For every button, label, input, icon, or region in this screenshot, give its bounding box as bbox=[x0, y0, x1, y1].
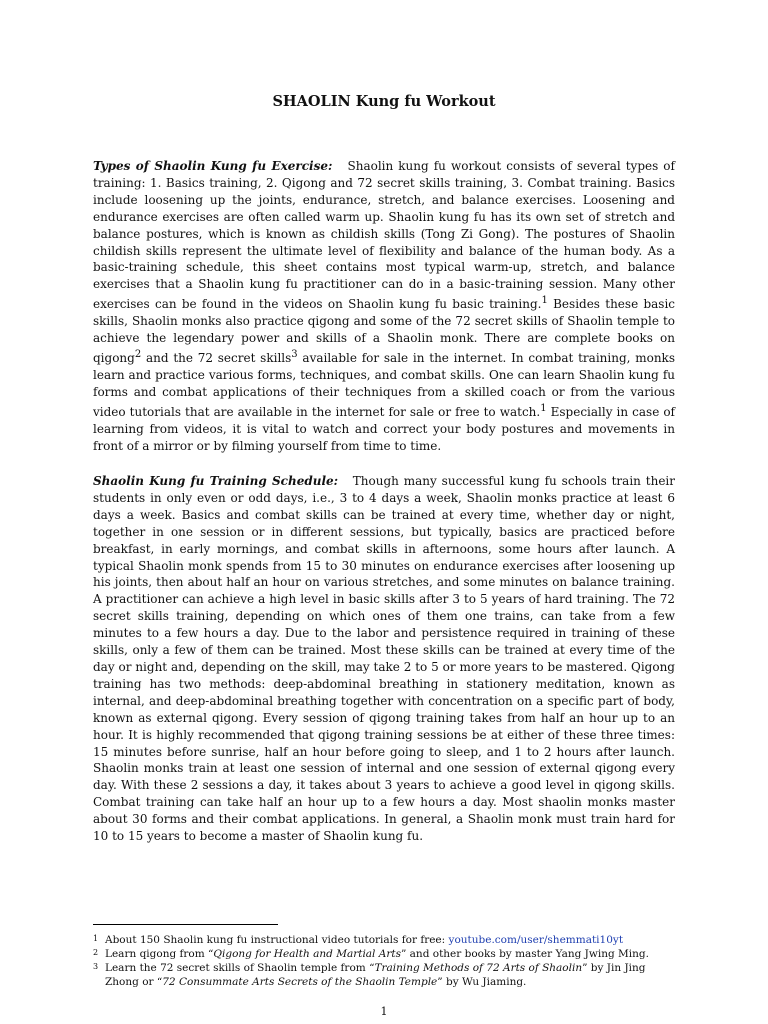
footnote-number: 1 bbox=[93, 934, 99, 943]
book-title: Training Methods of 72 Arts of Shaolin bbox=[374, 962, 583, 974]
footnote-text: Zhong or “ bbox=[105, 975, 163, 988]
footnote-number: 3 bbox=[93, 962, 99, 971]
footnote-text: ” by Jin Jing bbox=[582, 962, 646, 974]
footnote-text: Learn the 72 secret skills of Shaolin temple from “ bbox=[105, 962, 375, 974]
paragraph-text: Especially in case of learning from videos, it is vital to watch and correct your body postures and movements in front of a mirror or by filming yourself from time to time. bbox=[93, 404, 675, 453]
youtube-link[interactable]: youtube.com/user/shemmati10yt bbox=[448, 934, 624, 946]
footnote-ref[interactable]: 3 bbox=[291, 348, 298, 360]
book-title: Qigong for Health and Martial Arts bbox=[213, 948, 401, 960]
page-title: SHAOLIN Kung fu Workout bbox=[272, 93, 496, 110]
footnote-text: Learn qigong from “ bbox=[105, 948, 214, 960]
footnote-divider bbox=[93, 924, 278, 925]
footnote-text: About 150 Shaolin kung fu instructional video tutorials for free: bbox=[105, 934, 449, 946]
footnote-ref[interactable]: 1 bbox=[540, 402, 547, 414]
paragraph-text: Though many successful kung fu schools train their students in only even or odd days, i.e., 3 to 4 days a week, Shaolin monks practice at least 6 days a week. Basics and combat skills can be trained at every time, whether day or night, together in one session or in different sessions, but typically, basics are practiced before breakfast, in early mornings, and combat skills in afternoons, some hours after launch. A typical Shaolin monk spends from 15 to 30 minutes on endurance exercises after loosening up his joints, then about half an hour on various stretches, and some minutes on balance training. A practitioner can achieve a high level in basic skills after 3 to 5 years of hard training. The 72 secret skills training, depending on which ones of them one trains, can take from a few minutes to a few hours a day. Due to the labor and persistence required in training of these skills, only a few of them can be trained. Most these skills can be trained at every time of the day or night and, depending on the skill, may take 2 to 5 or more years to be mastered. Qigong training has two methods: deep-abdominal breathing in stationery meditation, known as internal, and deep-abdominal breathing together with concentration on a specific part of body, known as external qigong. Every session of qigong training takes from half an hour up to an hour. It is highly recommended that qigong training sessions be at either of these three times: 15 minutes before sunrise, half an hour before going to sleep, and 1 to 2 hours after launch. Shaolin monks train at least one session of internal and one session of external qigong every day. With these 2 sessions a day, it takes about 3 years to achieve a good level in qigong skills. Combat training can take half an hour up to a few hours a day. Most shaolin monks master about 30 forms and their combat applications. In general, a Shaolin monk must train hard for 10 to 15 years to become a master of Shaolin kung fu. bbox=[93, 474, 676, 844]
page-number: 1 bbox=[380, 1005, 388, 1018]
paragraph-text: and the 72 secret skills bbox=[141, 350, 292, 365]
section-heading-exercise-types: Types of Shaolin Kung fu Exercise: bbox=[93, 159, 333, 173]
paragraph-training-schedule bbox=[93, 473, 675, 845]
footnote-3 bbox=[93, 960, 683, 990]
footnote-text: ” and other books by master Yang Jwing Ming. bbox=[400, 948, 649, 960]
footnote-number: 2 bbox=[93, 948, 99, 957]
paragraph-text: Besides these basic skills, Shaolin monks also practice qigong and some of the 72 secret skills of Shaolin temple to achieve the legendary power and skills of a Shaolin monk. There are complete books on qigong bbox=[93, 297, 676, 365]
footnote-ref[interactable]: 2 bbox=[134, 348, 142, 360]
paragraph-text: Shaolin kung fu workout consists of several types of training: 1. Basics training, 2. Qigong and 72 secret skills training, 3. Combat training. Basics include loosening up the joints, endurance, stretch, and balance exercises. Loosening and endurance exercises are often called warm up. Shaolin kung fu has its own set of stretch and balance postures, which is known as childish skills (Tong Zi Gong). The postures of Shaolin childish skills represent the ultimate level of flexibility and balance of the human body. As a basic-training schedule, this sheet contains most typical warm-up, stretch, and balance exercises that a Shaolin kung fu practitioner can do in a basic-training session. Many other exercises can be found in the videos on Shaolin kung fu basic training. bbox=[93, 159, 675, 312]
section-heading-training-schedule: Shaolin Kung fu Training Schedule: bbox=[93, 474, 339, 488]
paragraph-text: available for sale in the internet. In combat training, monks learn and practice various forms, techniques, and combat skills. One can learn Shaolin kung fu forms and combat applications of their techniques from a skilled coach or from the various video tutorials that are available in the internet for sale or free to watch. bbox=[93, 350, 675, 419]
footnote-ref[interactable]: 1 bbox=[541, 295, 548, 307]
book-title: 72 Consummate Arts Secrets of the Shaolin Temple bbox=[162, 975, 438, 988]
paragraph-exercise-types bbox=[93, 158, 675, 454]
footnote-text: ” by Wu Jiaming. bbox=[437, 975, 527, 988]
